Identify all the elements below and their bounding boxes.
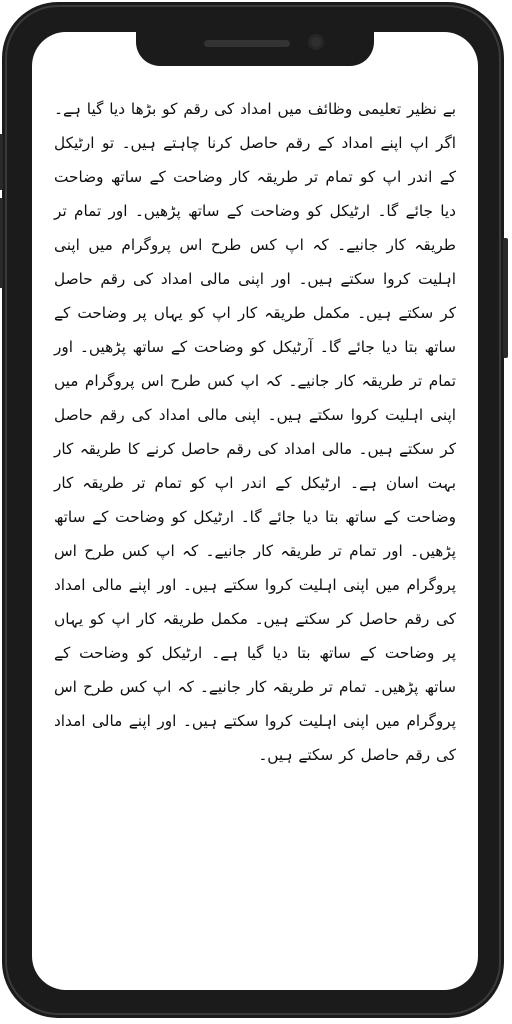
front-camera-icon <box>308 34 324 50</box>
mute-switch <box>0 134 3 190</box>
power-button <box>503 238 508 358</box>
phone-screen <box>32 32 478 990</box>
speaker-grille <box>204 40 290 47</box>
phone-frame <box>2 2 504 1018</box>
volume-button <box>0 198 3 288</box>
article-paragraph: بے نظیر تعلیمی وظائف میں امداد کی رقم کو بڑھا دیا گیا ہے۔ اگر اپ اپنے امداد کے رقم حاصل کرنا چاہتے ہیں۔ تو ارٹیکل کے اندر اپ کو تمام تر طریقہ کار وضاحت کے ساتھ وضاحت دیا جائے گا۔ ارٹیکل کو وضاحت کے ساتھ پڑھیں۔ اور تمام تر طریقہ کار جانیے۔ کہ اپ کس طرح اس پروگرام میں اپنی اہلیت کروا سکتے ہیں۔ اور اپنی مالی امداد کی رقم حاصل کر سکتے ہیں۔ مکمل طریقہ کار اپ کو یہاں پر وضاحت کے ساتھ بتا دیا جائے گا۔ آرٹیکل کو وضاحت کے ساتھ پڑھیں۔ اور تمام تر طریقہ کار جانیے۔ کہ اپ کس طرح اس پروگرام میں اپنی اہلیت کروا سکتے ہیں۔ اپنی مالی امداد کی رقم حاصل کر سکتے ہیں۔ مالی امداد کی رقم حاصل کرنے کا طریقہ کار بہت اسان ہے۔ ارٹیکل کے اندر اپ کو تمام تر طریقہ کار وضاحت کے ساتھ بتا دیا جائے گا۔ ارٹیکل کو وضاحت کے ساتھ پڑھیں۔ اور تمام تر طریقہ کار جانیے۔ کہ اپ کس طرح اس پروگرام میں اپنی اہلیت کروا سکتے ہیں۔ اور اپنے مالی امداد کی رقم حاصل کر سکتے ہیں۔ مکمل طریقہ کار اپ کو یہاں پر وضاحت کے ساتھ بتا دیا گیا ہے۔ ارٹیکل کو وضاحت کے ساتھ پڑھیں۔ تمام تر طریقہ کار جانیے۔ کہ اپ کس طرح اس پروگرام میں اپنی اہلیت کروا سکتے ہیں۔ اور اپنے مالی امداد کی رقم حاصل کر سکتے ہیں۔ <box>54 100 456 764</box>
phone-notch <box>136 26 374 66</box>
article-text <box>54 92 456 976</box>
